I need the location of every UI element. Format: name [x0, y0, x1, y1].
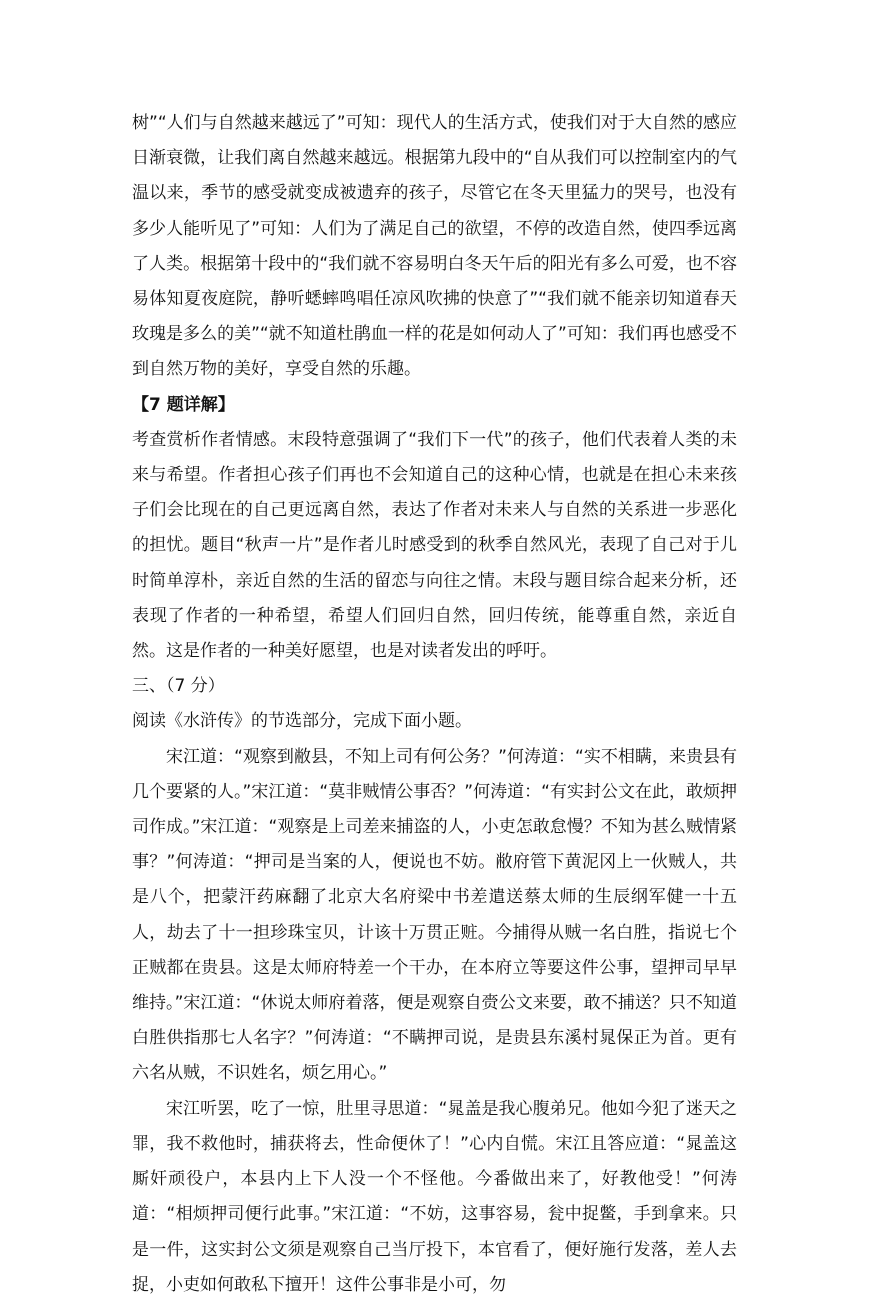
- analysis-continued-paragraph: 树”“人们与自然越来越远了”可知：现代人的生活方式，使我们对于大自然的感应日渐衰微，让我们离自然越来越远。根据第九段中的“自从我们可以控制室内的气温以来，季节的感受就变成被遗弃的孩子，尽管它在冬天里猛力的哭号，也没有多少人能听见了”可知：人们为了满足自己的欲望，不停的改造自然，使四季远离了人类。根据第十段中的“我们就不容易明白冬天午后的阳光有多么可爱，也不容易体知夏夜庭院，静听蟋蟀鸣唱任凉风吹拂的快意了”“我们就不能亲切知道春天玫瑰是多么的美”“就不知道杜鹃血一样的花是如何动人了”可知：我们再也感受不到自然万物的美好，享受自然的乐趣。: [132, 113, 737, 380]
- section-3-title: 三、（7 分）: [132, 676, 225, 697]
- question-7-heading: 【7 题详解】: [132, 394, 235, 415]
- passage-paragraph-2: 宋江听罢，吃了一惊，肚里寻思道：“晁盖是我心腹弟兄。他如今犯了迷天之罪，我不救他时，捕获将去，性命便休了！”心内自慌。宋江且答应道：“晁盖这厮奸顽役户，本县内上下人没一个不怪他。今番做出来了，好教他受！”何涛道：“相烦押司便行此事。”宋江道：“不妨，这事容易，瓮中捉鳖，手到拿来。只是一件，这实封公文须是观察自己当厅投下，本官看了，便好施行发落，差人去捉，小吏如何敢私下擅开！这件公事非是小可，勿: [132, 1098, 737, 1295]
- section-3-instruction: 阅读《水浒传》的节选部分，完成下面小题。: [132, 711, 472, 732]
- question-7-explanation: 考查赏析作者情感。末段特意强调了“我们下一代”的孩子，他们代表着人类的未来与希望。作者担心孩子们再也不会知道自己的这种心情，也就是在担心未来孩子们会比现在的自己更远离自然，表达了作者对未来人与自然的关系进一步恶化的担忧。题目“秋声一片”是作者儿时感受到的秋季自然风光，表现了自己对于儿时简单淳朴，亲近自然的生活的留恋与向往之情。末段与题目综合起来分析，还表现了作者的一种希望，希望人们回归自然，回归传统，能尊重自然，亲近自然。这是作者的一种美好愿望，也是对读者发出的呼吁。: [132, 429, 737, 662]
- passage-paragraph-1: 宋江道：“观察到敝县，不知上司有何公务？”何涛道：“实不相瞒，来贵县有几个要紧的人。”宋江道：“莫非贼情公事否？”何涛道：“有实封公文在此，敢烦押司作成。”宋江道：“观察是上司差来捕盗的人，小吏怎敢怠慢？不知为甚么贼情紧事？”何涛道：“押司是当案的人，便说也不妨。敝府管下黄泥冈上一伙贼人，共是八个，把蒙汗药麻翻了北京大名府梁中书差遣送蔡太师的生辰纲军健一十五人，劫去了十一担珍珠宝贝，计该十万贯正赃。今捕得从贼一名白胜，指说七个正贼都在贵县。这是太师府特差一个干办，在本府立等要这件公事，望押司早早维持。”宋江道：“休说太师府着落，便是观察自赍公文来要，敢不捕送？只不知道白胜供指那七人名字？”何涛道：“不瞒押司说，是贵县东溪村晁保正为首。更有六名从贼，不识姓名，烦乞用心。”: [132, 746, 737, 1084]
